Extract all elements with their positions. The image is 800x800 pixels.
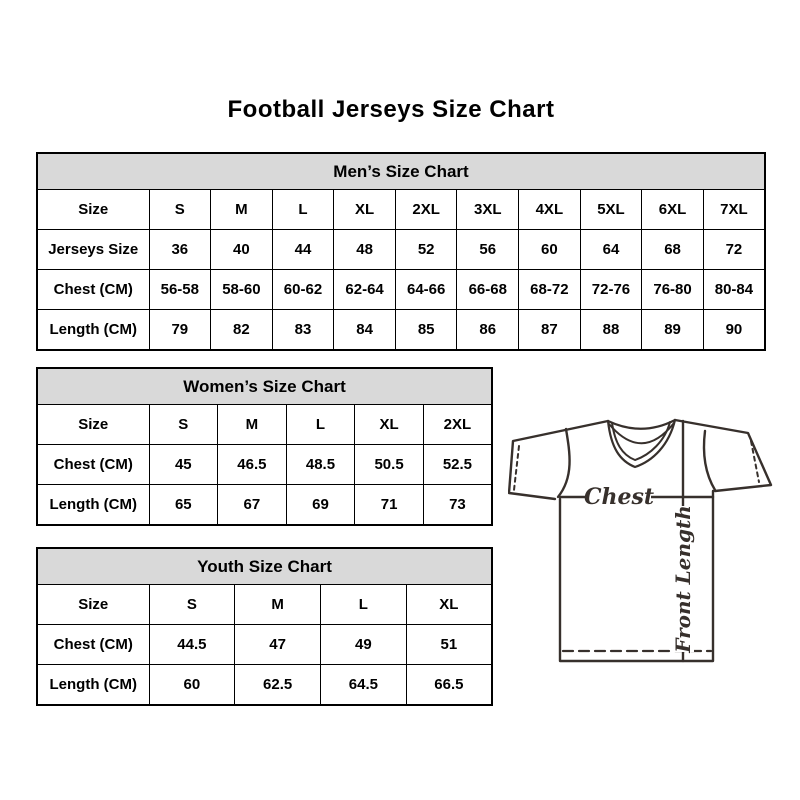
cell-value: XL bbox=[355, 405, 424, 445]
cell-value: 60 bbox=[519, 230, 581, 270]
cell-value: XL bbox=[406, 585, 492, 625]
front-length-label: Front Length bbox=[671, 505, 695, 653]
table-row bbox=[37, 585, 492, 625]
cell-value: 45 bbox=[149, 445, 218, 485]
cell-value: 62-64 bbox=[334, 270, 396, 310]
cell-value: L bbox=[321, 585, 407, 625]
womens-size-chart bbox=[36, 367, 493, 526]
jersey-right-armhole bbox=[704, 431, 715, 490]
cell-value: M bbox=[235, 585, 321, 625]
cell-value: 51 bbox=[406, 625, 492, 665]
cell-value: 56 bbox=[457, 230, 519, 270]
cell-value: 7XL bbox=[703, 190, 765, 230]
mens-size-chart bbox=[36, 152, 766, 351]
table-row bbox=[37, 405, 492, 445]
cell-value: 82 bbox=[211, 310, 273, 351]
cell-value: 87 bbox=[519, 310, 581, 351]
cell-value: XL bbox=[334, 190, 396, 230]
cell-value: 72 bbox=[703, 230, 765, 270]
row-label: Length (CM) bbox=[37, 485, 149, 526]
cell-value: 88 bbox=[580, 310, 642, 351]
cell-value: 90 bbox=[703, 310, 765, 351]
table-title-row bbox=[37, 153, 765, 190]
cell-value: 73 bbox=[423, 485, 492, 526]
table-row bbox=[37, 625, 492, 665]
page-title: Football Jerseys Size Chart bbox=[227, 96, 555, 123]
cell-value: 2XL bbox=[395, 190, 457, 230]
cell-value: 47 bbox=[235, 625, 321, 665]
row-label: Chest (CM) bbox=[37, 445, 149, 485]
row-label: Length (CM) bbox=[37, 310, 149, 351]
cell-value: 68 bbox=[642, 230, 704, 270]
cell-value: 6XL bbox=[642, 190, 704, 230]
cell-value: 52 bbox=[395, 230, 457, 270]
cell-value: 36 bbox=[149, 230, 211, 270]
cell-value: 64.5 bbox=[321, 665, 407, 706]
table-row bbox=[37, 190, 765, 230]
cell-value: 65 bbox=[149, 485, 218, 526]
jersey-left-armhole bbox=[558, 429, 570, 497]
cell-value: 62.5 bbox=[235, 665, 321, 706]
table-title-row bbox=[37, 548, 492, 585]
cell-value: 76-80 bbox=[642, 270, 704, 310]
jersey-right-sleeve bbox=[675, 420, 771, 491]
cell-value: 89 bbox=[642, 310, 704, 351]
mens-size-chart-table bbox=[36, 152, 766, 351]
cell-value: 67 bbox=[218, 485, 287, 526]
table-title: Women’s Size Chart bbox=[37, 368, 492, 405]
row-label: Size bbox=[37, 405, 149, 445]
table-row bbox=[37, 230, 765, 270]
cell-value: 46.5 bbox=[218, 445, 287, 485]
table-title-row bbox=[37, 368, 492, 405]
cell-value: 4XL bbox=[519, 190, 581, 230]
cell-value: 48.5 bbox=[286, 445, 355, 485]
cell-value: 64 bbox=[580, 230, 642, 270]
cell-value: 60-62 bbox=[272, 270, 334, 310]
cell-value: 79 bbox=[149, 310, 211, 351]
cell-value: 60 bbox=[149, 665, 235, 706]
cell-value: 49 bbox=[321, 625, 407, 665]
table-row bbox=[37, 665, 492, 706]
cell-value: 5XL bbox=[580, 190, 642, 230]
cell-value: 69 bbox=[286, 485, 355, 526]
table-title: Men’s Size Chart bbox=[37, 153, 765, 190]
chest-label: Chest bbox=[583, 484, 655, 510]
cell-value: 80-84 bbox=[703, 270, 765, 310]
cell-value: 64-66 bbox=[395, 270, 457, 310]
table-title: Youth Size Chart bbox=[37, 548, 492, 585]
cell-value: 2XL bbox=[423, 405, 492, 445]
cell-value: M bbox=[218, 405, 287, 445]
womens-size-chart-table bbox=[36, 367, 493, 526]
cell-value: 58-60 bbox=[211, 270, 273, 310]
table-row bbox=[37, 485, 492, 526]
cell-value: 83 bbox=[272, 310, 334, 351]
cell-value: 52.5 bbox=[423, 445, 492, 485]
cell-value: 50.5 bbox=[355, 445, 424, 485]
cell-value: 44 bbox=[272, 230, 334, 270]
row-label: Length (CM) bbox=[37, 665, 149, 706]
table-row bbox=[37, 445, 492, 485]
row-label: Chest (CM) bbox=[37, 625, 149, 665]
cell-value: 85 bbox=[395, 310, 457, 351]
row-label: Chest (CM) bbox=[37, 270, 149, 310]
table-row bbox=[37, 270, 765, 310]
cell-value: 48 bbox=[334, 230, 396, 270]
cell-value: 71 bbox=[355, 485, 424, 526]
cell-value: 56-58 bbox=[149, 270, 211, 310]
cell-value: 40 bbox=[211, 230, 273, 270]
row-label: Size bbox=[37, 190, 149, 230]
cell-value: 86 bbox=[457, 310, 519, 351]
cell-value: 72-76 bbox=[580, 270, 642, 310]
jersey-left-cuff-dashes bbox=[514, 446, 519, 490]
cell-value: 44.5 bbox=[149, 625, 235, 665]
cell-value: 68-72 bbox=[519, 270, 581, 310]
youth-size-chart-table bbox=[36, 547, 493, 706]
youth-size-chart bbox=[36, 547, 493, 706]
row-label: Jerseys Size bbox=[37, 230, 149, 270]
jersey-collar-top-arc bbox=[608, 420, 675, 429]
cell-value: L bbox=[286, 405, 355, 445]
cell-value: S bbox=[149, 585, 235, 625]
table-row bbox=[37, 310, 765, 351]
jersey-measurement-diagram bbox=[508, 413, 776, 668]
cell-value: 84 bbox=[334, 310, 396, 351]
cell-value: L bbox=[272, 190, 334, 230]
cell-value: 66.5 bbox=[406, 665, 492, 706]
cell-value: 3XL bbox=[457, 190, 519, 230]
cell-value: M bbox=[211, 190, 273, 230]
cell-value: S bbox=[149, 190, 211, 230]
cell-value: 66-68 bbox=[457, 270, 519, 310]
row-label: Size bbox=[37, 585, 149, 625]
cell-value: S bbox=[149, 405, 218, 445]
